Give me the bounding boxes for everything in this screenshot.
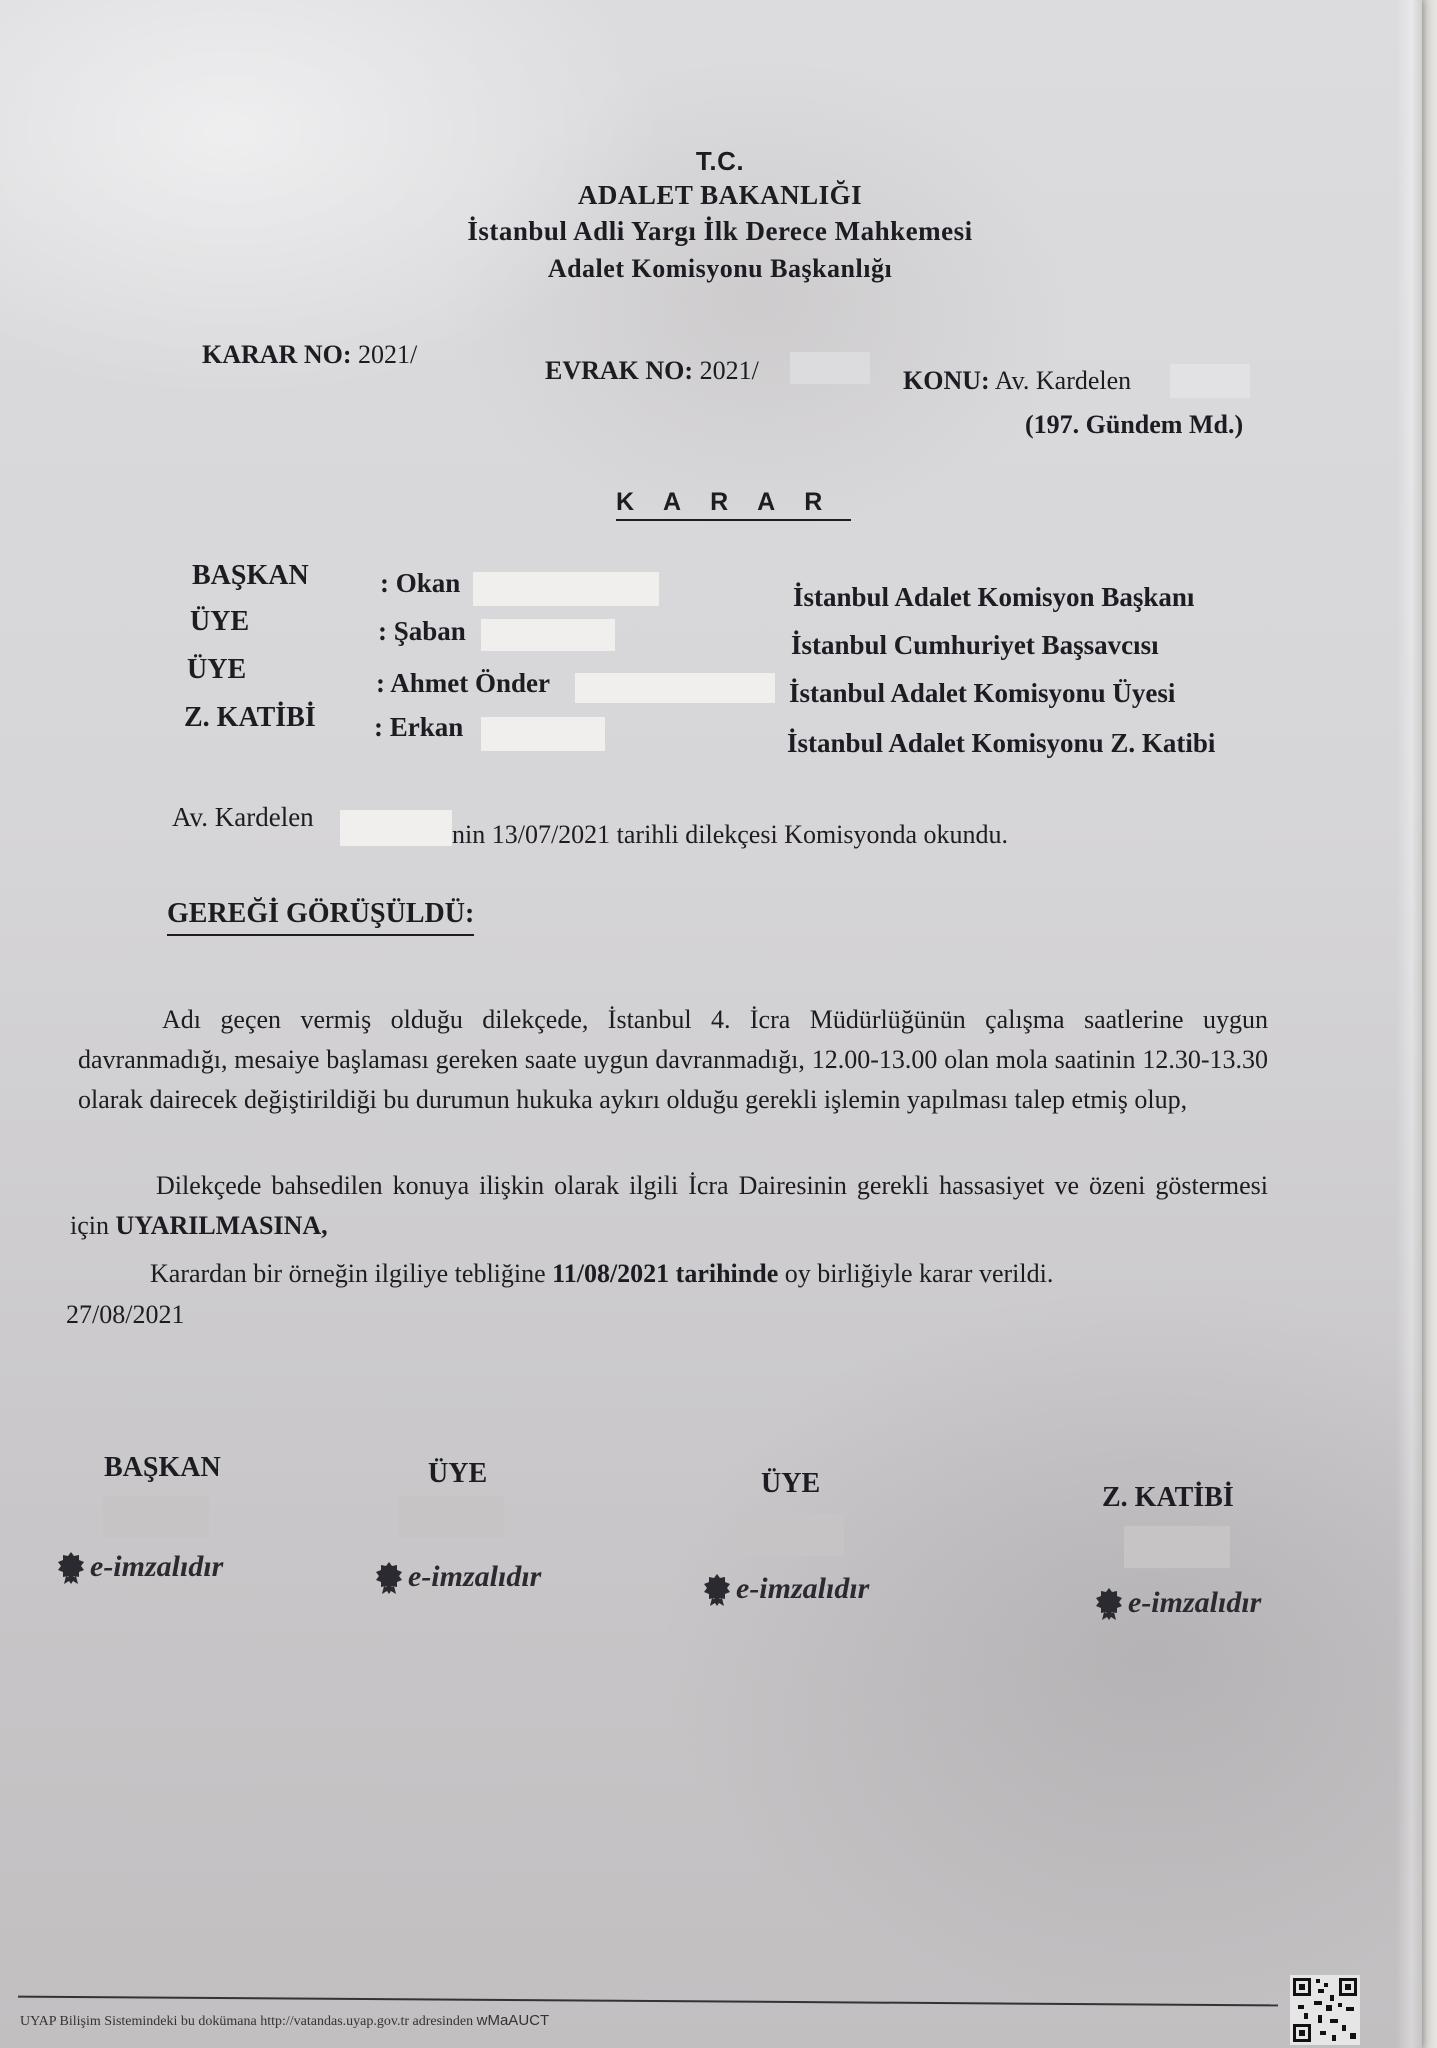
decision-date: 27/08/2021 — [66, 1300, 185, 1329]
e-signature — [56, 1550, 223, 1584]
konu-label: KONU: — [903, 366, 990, 395]
footer-text: UYAP Bilişim Sistemindeki bu dokümana http://vatandas.uyap.gov.tr adresinden — [20, 2014, 474, 2029]
evrak-no-label: EVRAK NO: — [545, 356, 694, 385]
paragraph-3 — [66, 1254, 1268, 1294]
member-role: İstanbul Cumhuriyet Başsavcısı — [791, 630, 1159, 660]
signature-title: Z. KATİBİ — [1102, 1482, 1234, 1513]
seal-icon — [702, 1572, 732, 1606]
footer-notice — [20, 2012, 549, 2030]
evrak-no-value: 2021/ — [699, 356, 759, 385]
member-label: ÜYE — [190, 606, 250, 637]
e-signature-label: e-imzalıdır — [90, 1550, 224, 1583]
member-name: : Şaban — [378, 616, 466, 646]
member-label: ÜYE — [187, 654, 247, 685]
footer-code: wMaAUCT — [476, 2012, 550, 2029]
paragraph-2-bold: UYARILMASINA, — [115, 1211, 328, 1240]
e-signature — [1094, 1586, 1261, 1620]
paragraph-3-text: Karardan bir örneğin ilgiliye tebliğine — [150, 1259, 546, 1288]
e-signature-label: e-imzalıdır — [1128, 1586, 1262, 1619]
redaction-box — [790, 352, 870, 384]
section-heading: GEREĞİ GÖRÜŞÜLDÜ: — [167, 898, 474, 936]
evrak-no — [545, 356, 759, 386]
paragraph-3-bold: 11/08/2021 tarihinde — [552, 1259, 779, 1288]
signature-title: BAŞKAN — [104, 1452, 221, 1483]
signature-redaction — [1124, 1526, 1230, 1568]
e-signature-label: e-imzalıdır — [408, 1560, 542, 1593]
header-ministry: ADALET BAKANLIĞI — [577, 180, 863, 210]
signature-redaction — [103, 1496, 209, 1538]
member-label: Z. KATİBİ — [184, 702, 316, 733]
paragraph-2-text: Dilekçede bahsedilen konuya ilişkin olarak ilgili İcra Dairesinin gerekli hassasiyet ve özeni göstermesi için — [70, 1171, 1268, 1240]
qr-code-icon — [1290, 1975, 1360, 2045]
header-commission: Adalet Komisyonu Başkanlığı — [547, 254, 893, 283]
intro-prefix: Av. Kardelen — [172, 802, 314, 832]
member-name: : Ahmet Önder — [376, 668, 550, 698]
redaction-box — [575, 673, 775, 703]
member-label: BAŞKAN — [192, 560, 309, 591]
member-name: : Okan — [380, 568, 461, 598]
e-signature — [702, 1572, 869, 1606]
header-court: İstanbul Adli Yargı İlk Derece Mahkemesi — [467, 216, 973, 246]
redaction-box — [1170, 364, 1250, 398]
redaction-box — [481, 717, 605, 751]
document-title: KARAR — [616, 488, 851, 521]
seal-icon — [56, 1550, 86, 1584]
member-role: İstanbul Adalet Komisyonu Z. Katibi — [787, 728, 1216, 758]
redaction-box — [340, 810, 452, 846]
karar-no-label: KARAR NO: — [202, 340, 352, 369]
redaction-box — [473, 572, 659, 606]
karar-no-value: 2021/ — [358, 340, 418, 369]
konu — [903, 366, 1131, 396]
signature-title: ÜYE — [761, 1468, 821, 1499]
e-signature-label: e-imzalıdır — [736, 1572, 870, 1605]
e-signature — [374, 1560, 541, 1594]
konu-value: Av. Kardelen — [994, 366, 1132, 395]
member-name: : Erkan — [374, 712, 464, 742]
paper-edge — [1396, 0, 1422, 2048]
intro-suffix: nin 13/07/2021 tarihli dilekçesi Komisyonda okundu. — [452, 820, 1009, 849]
footer-rule — [18, 1996, 1278, 2007]
member-role: İstanbul Adalet Komisyon Başkanı — [793, 582, 1195, 612]
karar-no — [202, 340, 417, 370]
signature-redaction — [738, 1514, 844, 1556]
member-role: İstanbul Adalet Komisyonu Üyesi — [789, 678, 1176, 708]
signature-redaction — [398, 1496, 504, 1538]
gundem-ref: (197. Gündem Md.) — [1025, 410, 1244, 439]
paragraph-2 — [70, 1166, 1268, 1246]
seal-icon — [1094, 1586, 1124, 1620]
signature-title: ÜYE — [428, 1458, 488, 1489]
redaction-box — [481, 619, 615, 651]
paragraph-3-text-end: oy birliğiyle karar verildi. — [784, 1259, 1054, 1288]
seal-icon — [374, 1560, 404, 1594]
header-tc: T.C. — [695, 146, 745, 176]
paragraph-1: Adı geçen vermiş olduğu dilekçede, İstanbul 4. İcra Müdürlüğünün çalışma saatlerine uygun davranmadığı, mesaiye başlaması gereken saate uygun davranmadığı, 12.00-13.00 olan mola saatinin 12.30-13.30 olarak dairecek değiştirildiği bu durumun hukuka aykırı olduğu gerekli işlemin yapılması talep etmiş olup, — [78, 1005, 1268, 1114]
